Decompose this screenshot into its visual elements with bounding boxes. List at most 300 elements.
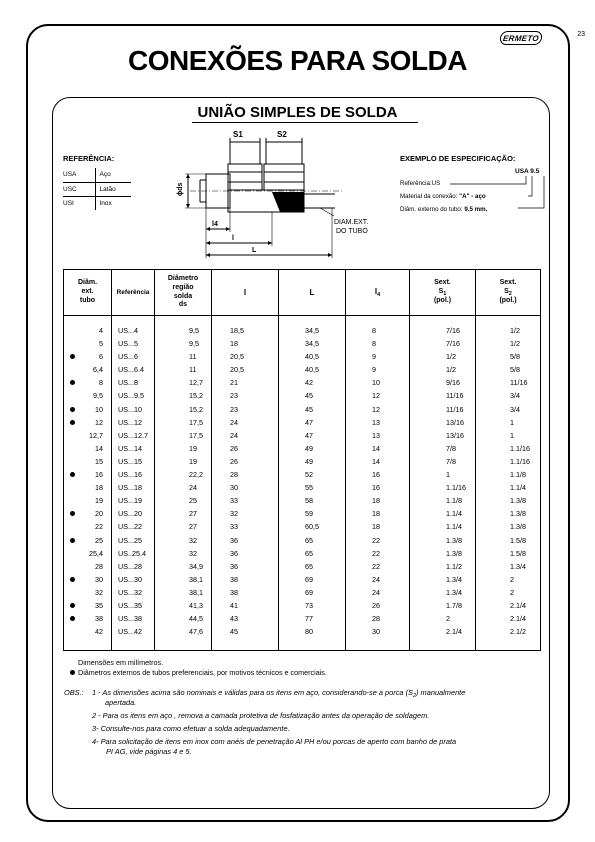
preferred-dot-icon: [70, 603, 75, 608]
cell-value: 52: [305, 470, 313, 480]
cell-value: 13/16: [446, 430, 464, 440]
obs-item-4: 4- Para solicitação de itens em inox com anéis de penetração Al PH e/ou porcas de aperto com banho de prata: [92, 737, 457, 746]
cell-value: 45: [305, 404, 313, 414]
table-row: [64, 416, 541, 429]
cell-value: 58: [305, 496, 313, 506]
cell-l: [212, 337, 279, 350]
cell-ref: [112, 416, 155, 429]
cell-value: 1.3/8: [446, 548, 462, 558]
cell-ds: [155, 534, 212, 547]
brand-logo-text: ERMETO: [502, 33, 540, 43]
cell-value: 20: [95, 509, 103, 519]
cell-L: [279, 337, 346, 350]
cell-dim: [64, 403, 112, 416]
cell-ds: [155, 316, 212, 338]
spec-diameter-value: 9.5 mm.: [464, 206, 488, 213]
cell-value: US...8: [118, 378, 138, 388]
cell-dim: [64, 573, 112, 586]
cell-value: 1.5/8: [510, 535, 526, 545]
drawing-label-L: L: [252, 247, 257, 254]
cell-value: US...38: [118, 614, 142, 624]
cell-value: 40,5: [305, 352, 319, 362]
cell-dim: [64, 442, 112, 455]
cell-l: [212, 612, 279, 625]
cell-value: 20,5: [230, 352, 244, 362]
drawing-label-l4: l4: [212, 221, 218, 228]
cell-value: US...19: [118, 496, 142, 506]
preferred-dot-icon: [70, 511, 75, 516]
cell-value: 1.5/8: [510, 548, 526, 558]
cell-value: 33: [230, 522, 238, 532]
drawing-note-line2: DO TUBO: [336, 228, 368, 235]
cell-value: 14: [372, 456, 380, 466]
cell-L: [279, 534, 346, 547]
cell-value: 47: [305, 417, 313, 427]
table-row: [64, 494, 541, 507]
cell-value: 49: [305, 456, 313, 466]
cell-ds: [155, 403, 212, 416]
cell-ref: [112, 403, 155, 416]
cell-ds: [155, 507, 212, 520]
cell-s1: [410, 625, 476, 651]
cell-value: 1: [510, 417, 514, 427]
cell-s2: [476, 376, 541, 389]
cell-value: 55: [305, 483, 313, 493]
cell-s2: [476, 429, 541, 442]
cell-value: US...32: [118, 587, 142, 597]
obs-item-3: 3- Consulte-nos para como efetuar a solda adequadamente.: [92, 724, 290, 733]
table-row: [64, 350, 541, 363]
cell-L: [279, 403, 346, 416]
drawing-label-l: l: [232, 235, 234, 242]
cell-ref: [112, 337, 155, 350]
spec-line-reference: Referência:US: [400, 180, 441, 187]
cell-l4: [346, 416, 410, 429]
cell-ds: [155, 389, 212, 402]
cell-L: [279, 612, 346, 625]
table-row: [64, 389, 541, 402]
table-row: [64, 520, 541, 533]
dimensions-table: [63, 269, 541, 651]
cell-value: US...12: [118, 417, 142, 427]
cell-value: US...20: [118, 509, 142, 519]
header-l4: $l_4$: [346, 270, 410, 316]
cell-value: 7/8: [446, 443, 456, 453]
cell-l4: [346, 481, 410, 494]
cell-l4: [346, 455, 410, 468]
cell-L: [279, 586, 346, 599]
page-title: CONEXÕES PARA SOLDA: [128, 45, 467, 76]
spec-code-diameter: 9.5: [530, 168, 540, 175]
table-row: [64, 455, 541, 468]
cell-value: 19: [189, 456, 197, 466]
cell-s2: [476, 416, 541, 429]
cell-L: [279, 389, 346, 402]
cell-value: 21: [230, 378, 238, 388]
cell-ref: [112, 586, 155, 599]
cell-value: 26: [230, 443, 238, 453]
cell-ref: [112, 573, 155, 586]
cell-value: 32: [230, 509, 238, 519]
cell-value: 45: [230, 627, 238, 637]
cell-value: 30: [372, 627, 380, 637]
cell-value: 2: [510, 587, 514, 597]
drawing-label-ds: ϕds: [177, 182, 184, 196]
cell-value: US...9.5: [118, 391, 144, 401]
cell-value: 7/16: [446, 339, 460, 349]
cell-L: [279, 429, 346, 442]
cell-l4: [346, 599, 410, 612]
cell-s2: [476, 481, 541, 494]
drawing-label-s2: S2: [277, 130, 287, 139]
drawing-note-line1: DIAM.EXT.: [334, 219, 369, 226]
cell-l4: [346, 534, 410, 547]
table-row: [64, 625, 541, 651]
obs-item-1-cont: apertada.: [105, 698, 137, 707]
cell-s2: [476, 560, 541, 573]
cell-value: 1.1/2: [446, 561, 462, 571]
cell-value: 6: [99, 352, 103, 362]
cell-value: 45: [305, 391, 313, 401]
cell-value: 65: [305, 561, 313, 571]
cell-value: 47,6: [189, 627, 203, 637]
cell-value: 1: [510, 430, 514, 440]
cell-value: 32: [189, 548, 197, 558]
cell-l4: [346, 573, 410, 586]
note-dimensions: Dimensões em milímetros.: [78, 658, 164, 667]
cell-ds: [155, 376, 212, 389]
table-row: [64, 403, 541, 416]
cell-s2: [476, 625, 541, 651]
cell-dim: [64, 416, 112, 429]
cell-value: 11: [189, 365, 197, 375]
cell-L: [279, 455, 346, 468]
cell-L: [279, 442, 346, 455]
preferred-dot-icon: [70, 407, 75, 412]
cell-ref: [112, 455, 155, 468]
cell-value: 35: [95, 600, 103, 610]
table-body: [64, 316, 541, 651]
cell-value: 28: [95, 561, 103, 571]
reference-material: Latão: [95, 182, 131, 196]
cell-l4: [346, 612, 410, 625]
cell-ref: [112, 494, 155, 507]
cell-s1: [410, 507, 476, 520]
cell-value: 18: [95, 483, 103, 493]
header-L: L: [279, 270, 346, 316]
preferred-dot-icon: [70, 577, 75, 582]
table-header-row: [64, 270, 541, 316]
cell-value: 8: [99, 378, 103, 388]
cell-L: [279, 376, 346, 389]
cell-ds: [155, 599, 212, 612]
cell-value: 77: [305, 614, 313, 624]
cell-s1: [410, 442, 476, 455]
cell-dim: [64, 560, 112, 573]
cell-s2: [476, 316, 541, 338]
cell-l4: [346, 429, 410, 442]
cell-value: 65: [305, 548, 313, 558]
cell-value: US...42: [118, 627, 142, 637]
cell-s2: [476, 520, 541, 533]
cell-value: 23: [230, 404, 238, 414]
cell-s2: [476, 403, 541, 416]
preferred-dot-icon: [70, 472, 75, 477]
cell-value: 65: [305, 535, 313, 545]
cell-l: [212, 316, 279, 338]
cell-l: [212, 389, 279, 402]
obs-item-4-cont: PI AG, vide páginas 4 e 5.: [106, 747, 192, 756]
header-s1: Sext. $S_1$ (pol.): [410, 270, 476, 316]
cell-value: 27: [189, 522, 197, 532]
cell-ds: [155, 586, 212, 599]
cell-value: 1.3/8: [510, 509, 526, 519]
cell-ref: [112, 316, 155, 338]
cell-L: [279, 507, 346, 520]
cell-s2: [476, 442, 541, 455]
cell-dim: [64, 389, 112, 402]
cell-l: [212, 468, 279, 481]
cell-value: US...6.4: [118, 365, 144, 375]
cell-value: 32: [95, 587, 103, 597]
cell-ds: [155, 547, 212, 560]
cell-value: US...4: [118, 326, 138, 335]
cell-ds: [155, 363, 212, 376]
cell-dim: [64, 376, 112, 389]
cell-L: [279, 481, 346, 494]
cell-ds: [155, 494, 212, 507]
cell-dim: [64, 625, 112, 651]
preferred-dot-icon: [70, 354, 75, 359]
cell-value: 18: [372, 509, 380, 519]
cell-value: 3/4: [510, 404, 520, 414]
cell-value: 22: [372, 535, 380, 545]
cell-value: 32: [189, 535, 197, 545]
obs-item-2: 2 - Para os itens em aço , remova a camada protetiva de fosfatização antes da operação de soldagem.: [92, 711, 430, 720]
cell-ds: [155, 468, 212, 481]
cell-s1: [410, 455, 476, 468]
cell-s2: [476, 337, 541, 350]
cell-value: 18,5: [230, 326, 244, 335]
cell-value: 36: [230, 561, 238, 571]
cell-l4: [346, 389, 410, 402]
spec-line-material: [400, 193, 486, 200]
cell-s2: [476, 350, 541, 363]
cell-value: 25: [189, 496, 197, 506]
cell-s1: [410, 416, 476, 429]
cell-l4: [346, 468, 410, 481]
cell-dim: [64, 350, 112, 363]
cell-value: 16: [372, 483, 380, 493]
cell-value: 30: [230, 483, 238, 493]
cell-s1: [410, 547, 476, 560]
cell-s1: [410, 520, 476, 533]
cell-value: 1.3/8: [510, 496, 526, 506]
cell-L: [279, 316, 346, 338]
reference-code: USC: [63, 182, 95, 196]
section-title-underline: [192, 122, 418, 123]
cell-value: 2.1/4: [510, 614, 526, 624]
cell-value: 23: [230, 391, 238, 401]
cell-L: [279, 573, 346, 586]
cell-value: 44,5: [189, 614, 203, 624]
cell-dim: [64, 494, 112, 507]
cell-ds: [155, 337, 212, 350]
cell-value: US...18: [118, 483, 142, 493]
cell-value: 26: [372, 600, 380, 610]
cell-l: [212, 507, 279, 520]
cell-dim: [64, 337, 112, 350]
cell-value: 8: [372, 326, 376, 335]
cell-s1: [410, 389, 476, 402]
cell-value: 9,5: [189, 339, 199, 349]
cell-value: 40,5: [305, 365, 319, 375]
cell-s1: [410, 612, 476, 625]
reference-material: Inox: [99, 199, 112, 207]
cell-s2: [476, 573, 541, 586]
cell-value: 22: [95, 522, 103, 532]
cell-l4: [346, 625, 410, 651]
cell-value: 60,5: [305, 522, 319, 532]
cell-l: [212, 403, 279, 416]
cell-ds: [155, 560, 212, 573]
cell-value: 1.1/16: [510, 456, 530, 466]
cell-value: 1.1/4: [510, 483, 526, 493]
cell-ref: [112, 363, 155, 376]
cell-value: 2.1/4: [446, 627, 462, 637]
cell-value: 69: [305, 574, 313, 584]
cell-value: 7/8: [446, 456, 456, 466]
preferred-dot-icon: [70, 538, 75, 543]
cell-ref: [112, 547, 155, 560]
cell-value: 5/8: [510, 365, 520, 375]
cell-l: [212, 599, 279, 612]
preferred-dot-icon: [70, 670, 75, 675]
preferred-dot-icon: [70, 420, 75, 425]
cell-dim: [64, 468, 112, 481]
cell-value: 38: [95, 614, 103, 624]
table-row: [64, 376, 541, 389]
table-row: [64, 612, 541, 625]
cell-s1: [410, 481, 476, 494]
cell-L: [279, 494, 346, 507]
cell-value: 1.1/8: [446, 496, 462, 506]
cell-l4: [346, 403, 410, 416]
cell-l: [212, 376, 279, 389]
table-row: [64, 560, 541, 573]
cell-dim: [64, 316, 112, 338]
cell-value: 25,4: [89, 548, 103, 558]
table-row: [64, 599, 541, 612]
cell-s1: [410, 494, 476, 507]
cell-s2: [476, 612, 541, 625]
cell-value: 1.3/4: [446, 587, 462, 597]
cell-value: 1.1/16: [446, 483, 466, 493]
cell-s2: [476, 494, 541, 507]
cell-l4: [346, 560, 410, 573]
cell-value: 38,1: [189, 574, 203, 584]
cell-value: 43: [230, 614, 238, 624]
cell-s1: [410, 534, 476, 547]
brand-logo: [499, 31, 543, 45]
cell-dim: [64, 586, 112, 599]
cell-value: 14: [95, 443, 103, 453]
cell-value: 1.7/8: [446, 600, 462, 610]
cell-ref: [112, 481, 155, 494]
cell-value: 38,1: [189, 587, 203, 597]
cell-value: 38: [230, 574, 238, 584]
cell-l: [212, 586, 279, 599]
cell-ds: [155, 625, 212, 651]
cell-s2: [476, 547, 541, 560]
cell-l4: [346, 442, 410, 455]
cell-value: 3/4: [510, 391, 520, 401]
cell-value: 11/16: [446, 391, 464, 401]
cell-L: [279, 599, 346, 612]
cell-dim: [64, 507, 112, 520]
spec-diameter-label: Diâm. externo do tubo:: [400, 206, 465, 213]
cell-value: 34,9: [189, 561, 203, 571]
cell-value: 33: [230, 496, 238, 506]
cell-value: 19: [189, 443, 197, 453]
cell-value: 1.3/8: [446, 535, 462, 545]
cell-ref: [112, 625, 155, 651]
cell-value: 18: [230, 339, 238, 349]
cell-dim: [64, 547, 112, 560]
cell-s2: [476, 363, 541, 376]
cell-ref: [112, 507, 155, 520]
cell-value: 11/16: [510, 378, 528, 388]
cell-value: US...10: [118, 404, 142, 414]
cell-value: 5: [99, 339, 103, 349]
cell-value: US...12.7: [118, 430, 148, 440]
cell-value: 1.1/4: [446, 509, 462, 519]
cell-value: 22: [372, 561, 380, 571]
cell-value: 41: [230, 600, 238, 610]
header-s2: Sext. $S_2$ (pol.): [476, 270, 541, 316]
cell-value: US...25: [118, 535, 142, 545]
cell-dim: [64, 363, 112, 376]
reference-row: [63, 168, 131, 182]
spec-heading: EXEMPLO DE ESPECIFICAÇÃO:: [400, 154, 516, 163]
cell-l4: [346, 337, 410, 350]
cell-value: US...28: [118, 561, 142, 571]
spec-line-diameter: [400, 206, 487, 213]
cell-value: 12: [372, 404, 380, 414]
cell-l: [212, 494, 279, 507]
cell-value: US...22: [118, 522, 142, 532]
cell-value: 59: [305, 509, 313, 519]
cell-L: [279, 416, 346, 429]
cell-value: 2.1/4: [510, 600, 526, 610]
cell-value: 16: [372, 470, 380, 480]
cell-dim: [64, 599, 112, 612]
spec-code-ref: USA: [515, 168, 529, 175]
table-row: [64, 363, 541, 376]
note-preferred: [70, 668, 327, 677]
cell-s2: [476, 586, 541, 599]
cell-value: 19: [95, 496, 103, 506]
cell-dim: [64, 534, 112, 547]
cell-L: [279, 625, 346, 651]
page-number: 23: [577, 31, 585, 38]
cell-s1: [410, 573, 476, 586]
cell-s1: [410, 586, 476, 599]
cell-l: [212, 534, 279, 547]
cell-ref: [112, 520, 155, 533]
cell-value: 36: [230, 535, 238, 545]
cell-value: US...16: [118, 470, 142, 480]
